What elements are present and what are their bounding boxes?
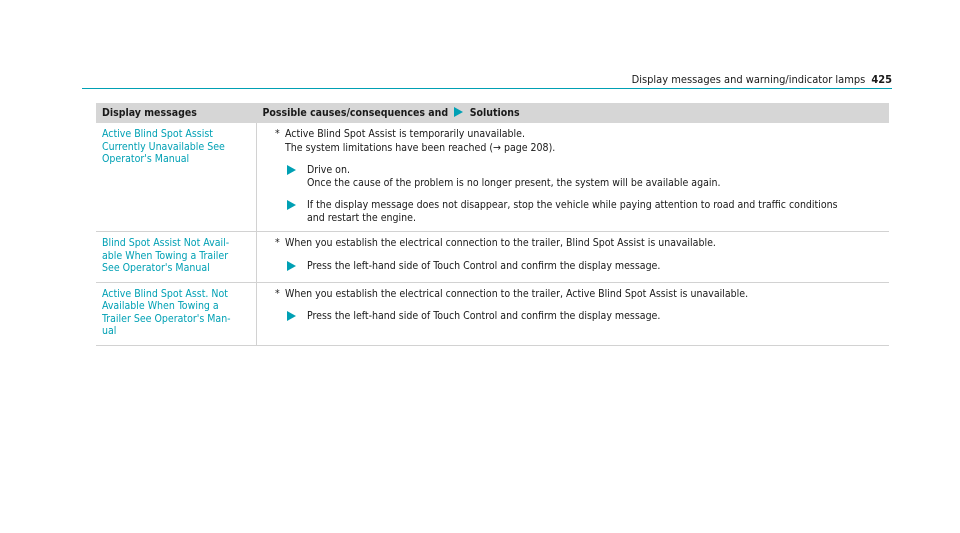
solution-step (275, 164, 883, 189)
step-arrow-icon (287, 261, 296, 271)
cause-subtext: The system limitations have been reached (→ page 208). (285, 141, 556, 154)
step-text: If the display message does not disappear, stop the vehicle while paying attention to road and traffic conditions (307, 199, 838, 211)
step-arrow-icon (287, 165, 296, 175)
display-message (96, 123, 257, 232)
col-header-causes: Possible causes/consequences and (262, 107, 449, 120)
message-line: Available When Towing a (102, 300, 219, 312)
causes-solutions (257, 232, 890, 283)
display-message (96, 282, 257, 345)
step-text: Press the left-hand side of Touch Control and confirm the display message. (307, 259, 661, 272)
step-arrow-icon (287, 311, 296, 321)
col-header-solutions: Solutions (469, 107, 520, 120)
message-line: Active Blind Spot Assist (102, 128, 213, 140)
col-header-causes-solutions (257, 103, 890, 123)
solution-step (275, 310, 883, 323)
display-message (96, 232, 257, 283)
step-text: Press the left-hand side of Touch Control and confirm the display message. (307, 310, 661, 322)
step-arrow-icon (287, 200, 296, 210)
solution-step (275, 260, 883, 273)
cause-text: When you establish the electrical connection to the trailer, Active Blind Spot Assist is unavailable. (285, 287, 749, 300)
asterisk-marker: * (275, 128, 280, 140)
page-header (632, 73, 892, 86)
message-line: Operator's Manual (102, 153, 190, 165)
message-line: Blind Spot Assist Not Avail- (102, 237, 230, 249)
cause (275, 288, 883, 301)
cause-text: Active Blind Spot Assist is temporarily unavailable. (285, 128, 525, 140)
asterisk-marker: * (275, 237, 280, 249)
message-line: ual (102, 325, 117, 337)
arrow-right-icon (454, 107, 463, 117)
message-line: See Operator's Manual (102, 262, 210, 274)
step-text: Drive on. (307, 164, 350, 176)
header-rule (82, 88, 892, 89)
solution-step (275, 199, 883, 224)
page-header-title: Display messages and warning/indicator lamps (631, 73, 866, 86)
message-line: Currently Unavailable See (102, 140, 225, 153)
causes-solutions (257, 282, 890, 345)
step-text: and restart the engine. (307, 211, 416, 224)
cause (275, 237, 883, 250)
page-number: 425 (871, 73, 892, 86)
asterisk-marker: * (275, 287, 280, 300)
cause (275, 128, 883, 141)
message-line: able When Towing a Trailer (102, 249, 229, 262)
table-row (96, 123, 889, 232)
display-messages-table (96, 103, 889, 346)
step-text: Once the cause of the problem is no longer present, the system will be available again. (307, 176, 721, 189)
causes-solutions (257, 123, 890, 232)
col-header-display-messages: Display messages (96, 103, 257, 123)
table-row (96, 282, 889, 345)
message-line: Active Blind Spot Asst. Not (102, 287, 228, 300)
table-header-row (96, 103, 889, 123)
message-line: Trailer See Operator's Man- (102, 312, 231, 325)
table-row (96, 232, 889, 283)
cause-text: When you establish the electrical connection to the trailer, Blind Spot Assist is unavailable. (285, 237, 716, 249)
